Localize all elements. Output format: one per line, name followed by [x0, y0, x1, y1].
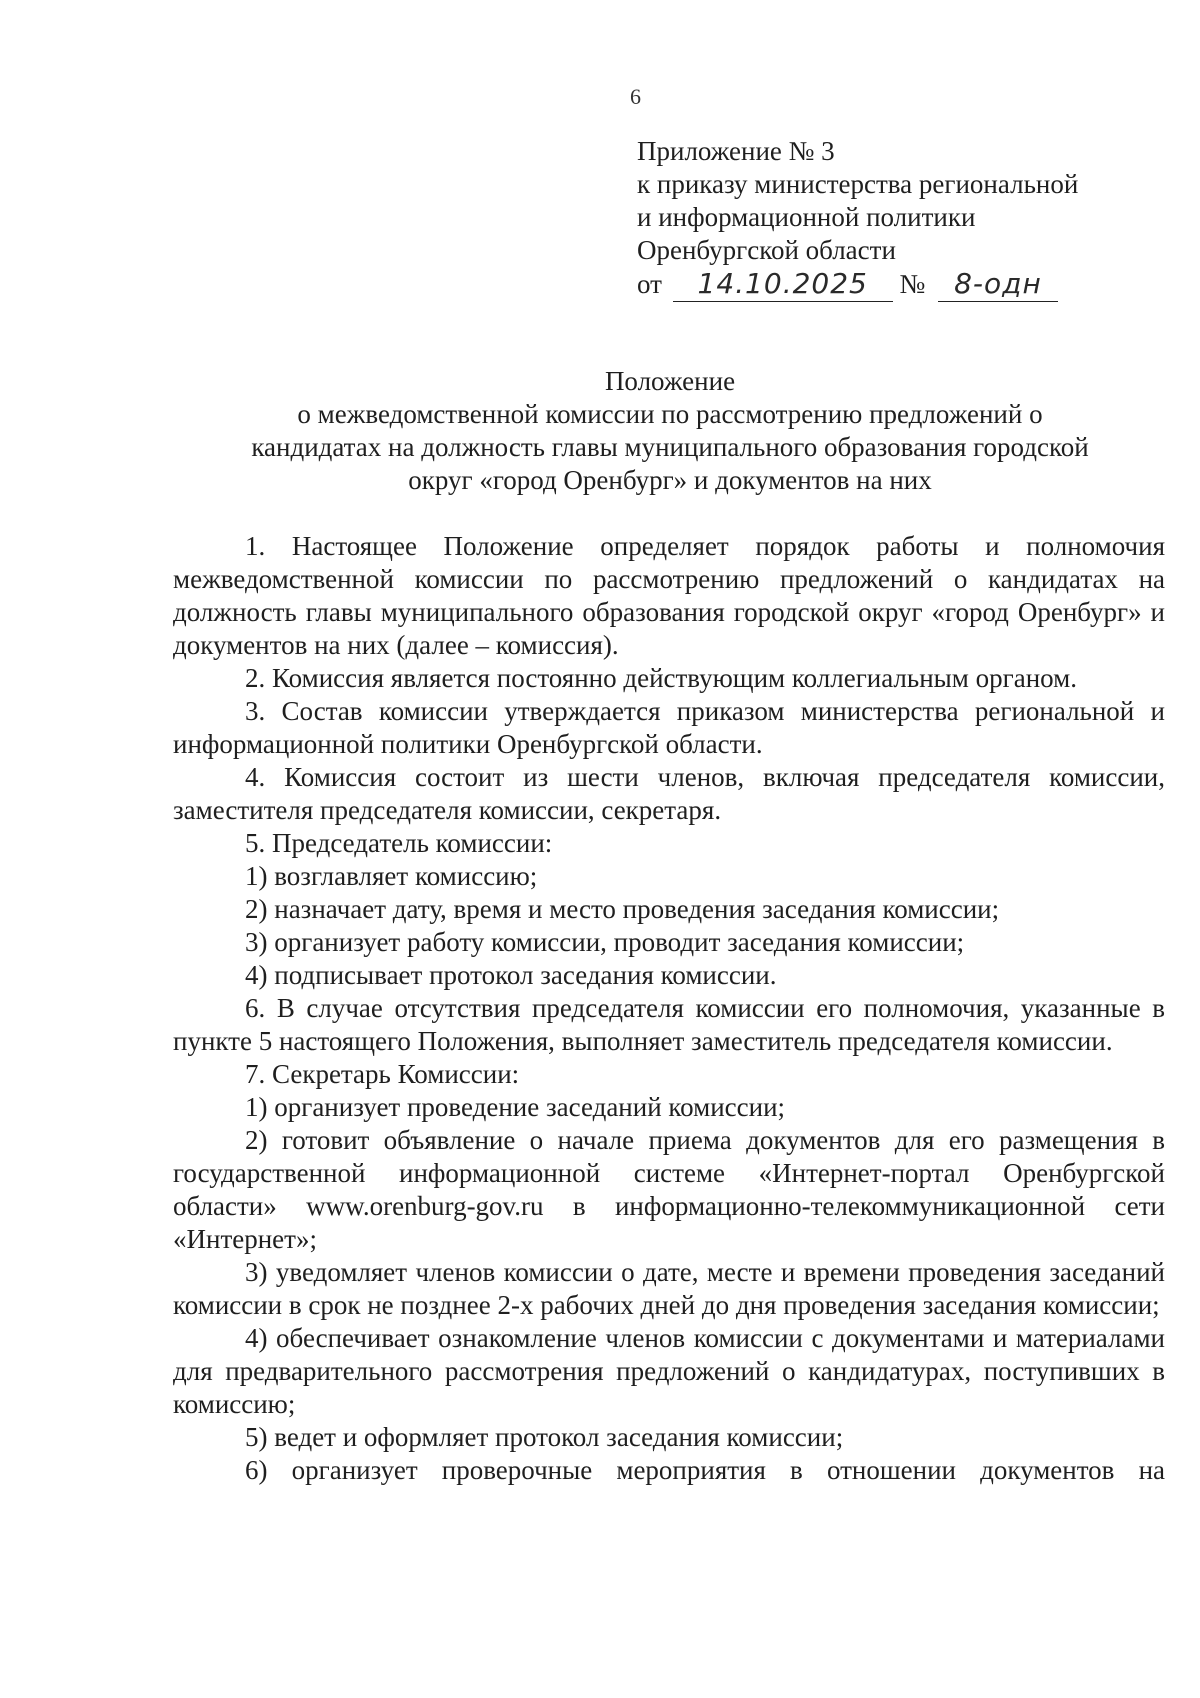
document-body [173, 530, 1165, 1487]
handwritten-date-field [673, 267, 893, 302]
title-line-4: округ «город Оренбург» и документов на них [408, 465, 932, 495]
paragraph-3: 3. Состав комиссии утверждается приказом министерства региональной и информационной политики Оренбургской области. [173, 696, 1165, 759]
paragraph-5-item-1: 1) возглавляет комиссию; [245, 861, 538, 891]
date-prefix: от [637, 269, 662, 299]
paragraph-5: 5. Председатель комиссии: [245, 828, 553, 858]
paragraph-7-item-3: 3) уведомляет членов комиссии о дате, месте и времени проведения заседаний комиссии в срок не позднее 2-х рабочих дней до дня проведения заседания комиссии; [173, 1257, 1165, 1320]
paragraph-5-item-3: 3) организует работу комиссии, проводит заседания комиссии; [245, 927, 965, 957]
paragraph-4: 4. Комиссия состоит из шести членов, включая председателя комиссии, заместителя председателя комиссии, секретаря. [173, 762, 1165, 825]
paragraph-7: 7. Секретарь Комиссии: [245, 1059, 520, 1089]
title-line-3: кандидатах на должность главы муниципального образования городской [251, 432, 1089, 462]
paragraph-5-item-2: 2) назначает дату, время и место проведения заседания комиссии; [245, 894, 1000, 924]
handwritten-date: 14.10.2025 [697, 267, 868, 300]
handwritten-number-field [938, 267, 1058, 302]
appendix-header [637, 135, 1078, 302]
title-line-1: Положение [604, 366, 736, 396]
document-title [175, 365, 1165, 497]
paragraph-1: 1. Настоящее Положение определяет порядок работы и полномочия межведомственной комиссии по рассмотрению предложений о кандидатах на должность главы муниципального образования городской округ «город Оренбург» и документов на них (далее – комиссия). [173, 531, 1165, 660]
paragraph-7-item-4: 4) обеспечивает ознакомление членов комиссии с документами и материалами для предварительного рассмотрения предложений о кандидатурах, поступивших в комиссию; [173, 1323, 1165, 1419]
paragraph-7-item-1: 1) организует проведение заседаний комиссии; [245, 1092, 786, 1122]
handwritten-number: 8-одн [954, 267, 1042, 300]
paragraph-7-item-5: 5) ведет и оформляет протокол заседания комиссии; [245, 1422, 844, 1452]
appendix-order-line: к приказу министерства региональной [637, 169, 1079, 199]
appendix-policy-line: и информационной политики [637, 202, 976, 232]
paragraph-5-item-4: 4) подписывает протокол заседания комиссии. [245, 960, 777, 990]
paragraph-6: 6. В случае отсутствия председателя комиссии его полномочия, указанные в пункте 5 настоящего Положения, выполняет заместитель председателя комиссии. [173, 993, 1165, 1056]
paragraph-7-item-6: 6) организует проверочные мероприятия в отношении документов на [245, 1455, 1165, 1485]
page-number: 6 [630, 84, 641, 109]
title-line-2: о межведомственной комиссии по рассмотрению предложений о [297, 399, 1043, 429]
paragraph-2: 2. Комиссия является постоянно действующим коллегиальным органом. [245, 663, 1077, 693]
appendix-date-line [637, 267, 1078, 302]
appendix-title: Приложение № 3 [637, 136, 835, 166]
number-sign: № [899, 269, 926, 299]
paragraph-7-item-2: 2) готовит объявление о начале приема документов для его размещения в государственной информационной системе «Интернет-портал Оренбургской области» www.orenburg-gov.ru в информационно-телекоммуникационной сети «Интернет»; [173, 1125, 1165, 1254]
appendix-region-line: Оренбургской области [637, 235, 896, 265]
